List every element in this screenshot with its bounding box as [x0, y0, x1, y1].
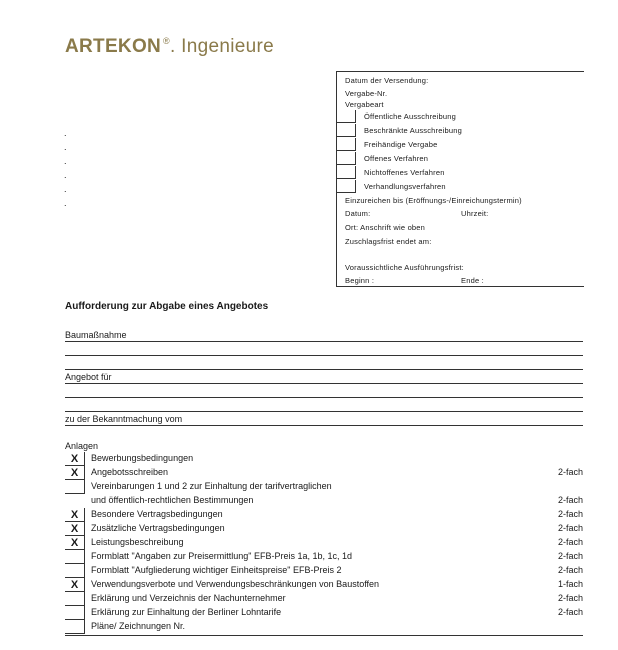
- angebot-field-line[interactable]: [65, 397, 583, 398]
- attachment-checkbox[interactable]: X: [65, 508, 85, 522]
- attachment-row: [65, 452, 583, 466]
- ende-label: Ende :: [461, 276, 484, 285]
- angebot-fuer-label: Angebot für: [65, 372, 112, 382]
- attachment-checkbox[interactable]: [65, 592, 85, 606]
- attachment-copies: 2-fach: [557, 523, 583, 533]
- award-deadline-label: Zuschlagsfrist endet am:: [345, 237, 432, 246]
- logo-registered-mark: ®: [163, 36, 170, 46]
- date-sent-label: Datum der Versendung:: [345, 76, 429, 85]
- procedure-checkbox[interactable]: [336, 152, 356, 165]
- attachment-title: und öffentlich-rechtlichen Bestimmungen: [91, 495, 254, 505]
- attachment-title: Formblatt "Angaben zur Preisermittlung" EFB-Preis 1a, 1b, 1c, 1d: [91, 551, 353, 561]
- attachment-checkbox[interactable]: [65, 620, 85, 634]
- attachment-copies: 2-fach: [557, 551, 583, 561]
- procedure-option: Öffentliche Ausschreibung: [364, 112, 457, 121]
- attachment-copies: 2-fach: [557, 593, 583, 603]
- attachment-copies: 2-fach: [557, 467, 583, 477]
- attachment-copies: 2-fach: [557, 495, 583, 505]
- address-mark: .: [64, 184, 67, 194]
- page-title: Aufforderung zur Abgabe eines Angebotes: [65, 301, 269, 312]
- logo-suffix: . Ingenieure: [169, 36, 274, 57]
- datum-label: Datum:: [345, 209, 371, 218]
- attachment-row: [65, 564, 583, 578]
- procedure-option: Beschränkte Ausschreibung: [364, 126, 462, 135]
- attachment-checkbox[interactable]: X: [65, 536, 85, 550]
- procedure-checkbox[interactable]: [336, 124, 356, 137]
- attachment-row: [65, 606, 583, 620]
- address-mark: .: [64, 156, 67, 166]
- attachment-title: Besondere Vertragsbedingungen: [91, 509, 223, 519]
- attachment-title: Verwendungsverbote und Verwendungsbeschränkungen von Baustoffen: [91, 579, 380, 589]
- beginn-label: Beginn :: [345, 276, 375, 285]
- attachment-copies: 2-fach: [557, 565, 583, 575]
- procedure-checkbox[interactable]: [336, 166, 356, 179]
- logo-brand: ARTEKON: [65, 36, 162, 57]
- baumassnahme-label: Baumaßnahme: [65, 330, 127, 340]
- attachment-title: Vereinbarungen 1 und 2 zur Einhaltung der tarifvertraglichen: [91, 481, 332, 491]
- attachment-row: [65, 620, 583, 634]
- attachment-checkbox[interactable]: [65, 564, 85, 578]
- attachment-checkbox[interactable]: [65, 550, 85, 564]
- execution-period-label: Voraussichtliche Ausführungsfrist:: [345, 263, 464, 272]
- anlagen-label: Anlagen: [65, 441, 99, 451]
- address-mark: .: [64, 170, 67, 180]
- attachment-title: Zusätzliche Vertragsbedingungen: [91, 523, 225, 533]
- attachment-checkbox[interactable]: X: [65, 452, 85, 466]
- attachment-copies: 1-fach: [557, 579, 583, 589]
- attachment-checkbox[interactable]: [65, 480, 85, 494]
- procedure-checkbox[interactable]: [336, 180, 356, 193]
- attachment-title: Erklärung und Verzeichnis der Nachunternehmer: [91, 593, 286, 603]
- company-logo: [65, 36, 274, 58]
- attachment-row: [65, 480, 583, 494]
- attachments-end-line: [65, 635, 583, 636]
- submit-deadline-label: Einzureichen bis (Eröffnungs-/Einreichungstermin): [345, 196, 522, 205]
- attachment-title: Angebotsschreiben: [91, 467, 169, 477]
- attachment-title: Erklärung zur Einhaltung der Berliner Lohntarife: [91, 607, 282, 617]
- bekanntmachung-field-line[interactable]: [65, 425, 583, 426]
- baumassnahme-field-line[interactable]: [65, 355, 583, 356]
- attachment-title: Pläne/ Zeichnungen Nr.: [91, 621, 186, 631]
- procedure-option: Offenes Verfahren: [364, 154, 429, 163]
- bekanntmachung-label: zu der Bekanntmachung vom: [65, 414, 183, 424]
- bekanntmachung-field-line[interactable]: [65, 411, 583, 412]
- address-mark: .: [64, 142, 67, 152]
- angebot-field-line[interactable]: [65, 369, 583, 370]
- address-mark: .: [64, 128, 67, 138]
- angebot-field-line[interactable]: [65, 383, 583, 384]
- vergabe-nr-label: Vergabe-Nr.: [345, 89, 388, 98]
- ort-label: Ort: Anschrift wie oben: [345, 223, 426, 232]
- attachment-row: [65, 550, 583, 564]
- procedure-option: Nichtoffenes Verfahren: [364, 168, 445, 177]
- attachment-checkbox[interactable]: X: [65, 522, 85, 536]
- attachment-row: [65, 536, 583, 550]
- procedure-option: Verhandlungsverfahren: [364, 182, 446, 191]
- procedure-checkbox[interactable]: [336, 138, 356, 151]
- vergabeart-label: Vergabeart: [345, 100, 384, 109]
- attachment-row: [65, 508, 583, 522]
- uhrzeit-label: Uhrzeit:: [461, 209, 489, 218]
- attachment-row: [65, 592, 583, 606]
- attachment-copies: 2-fach: [557, 509, 583, 519]
- procedure-option: Freihändige Vergabe: [364, 140, 438, 149]
- attachment-copies: 2-fach: [557, 607, 583, 617]
- baumassnahme-field-line[interactable]: [65, 341, 583, 342]
- attachment-row: [65, 466, 583, 480]
- attachment-row: [65, 522, 583, 536]
- attachment-checkbox[interactable]: X: [65, 466, 85, 480]
- attachment-title: Formblatt "Aufgliederung wichtiger Einheitspreise" EFB-Preis 2: [91, 565, 342, 575]
- attachment-row-continued: [65, 494, 583, 508]
- procedure-checkbox[interactable]: [336, 110, 356, 123]
- attachment-checkbox[interactable]: X: [65, 578, 85, 592]
- attachment-copies: 2-fach: [557, 537, 583, 547]
- attachment-title: Leistungsbeschreibung: [91, 537, 184, 547]
- attachment-checkbox[interactable]: [65, 606, 85, 620]
- attachment-row: [65, 578, 583, 592]
- address-mark: .: [64, 198, 67, 208]
- attachment-title: Bewerbungsbedingungen: [91, 453, 194, 463]
